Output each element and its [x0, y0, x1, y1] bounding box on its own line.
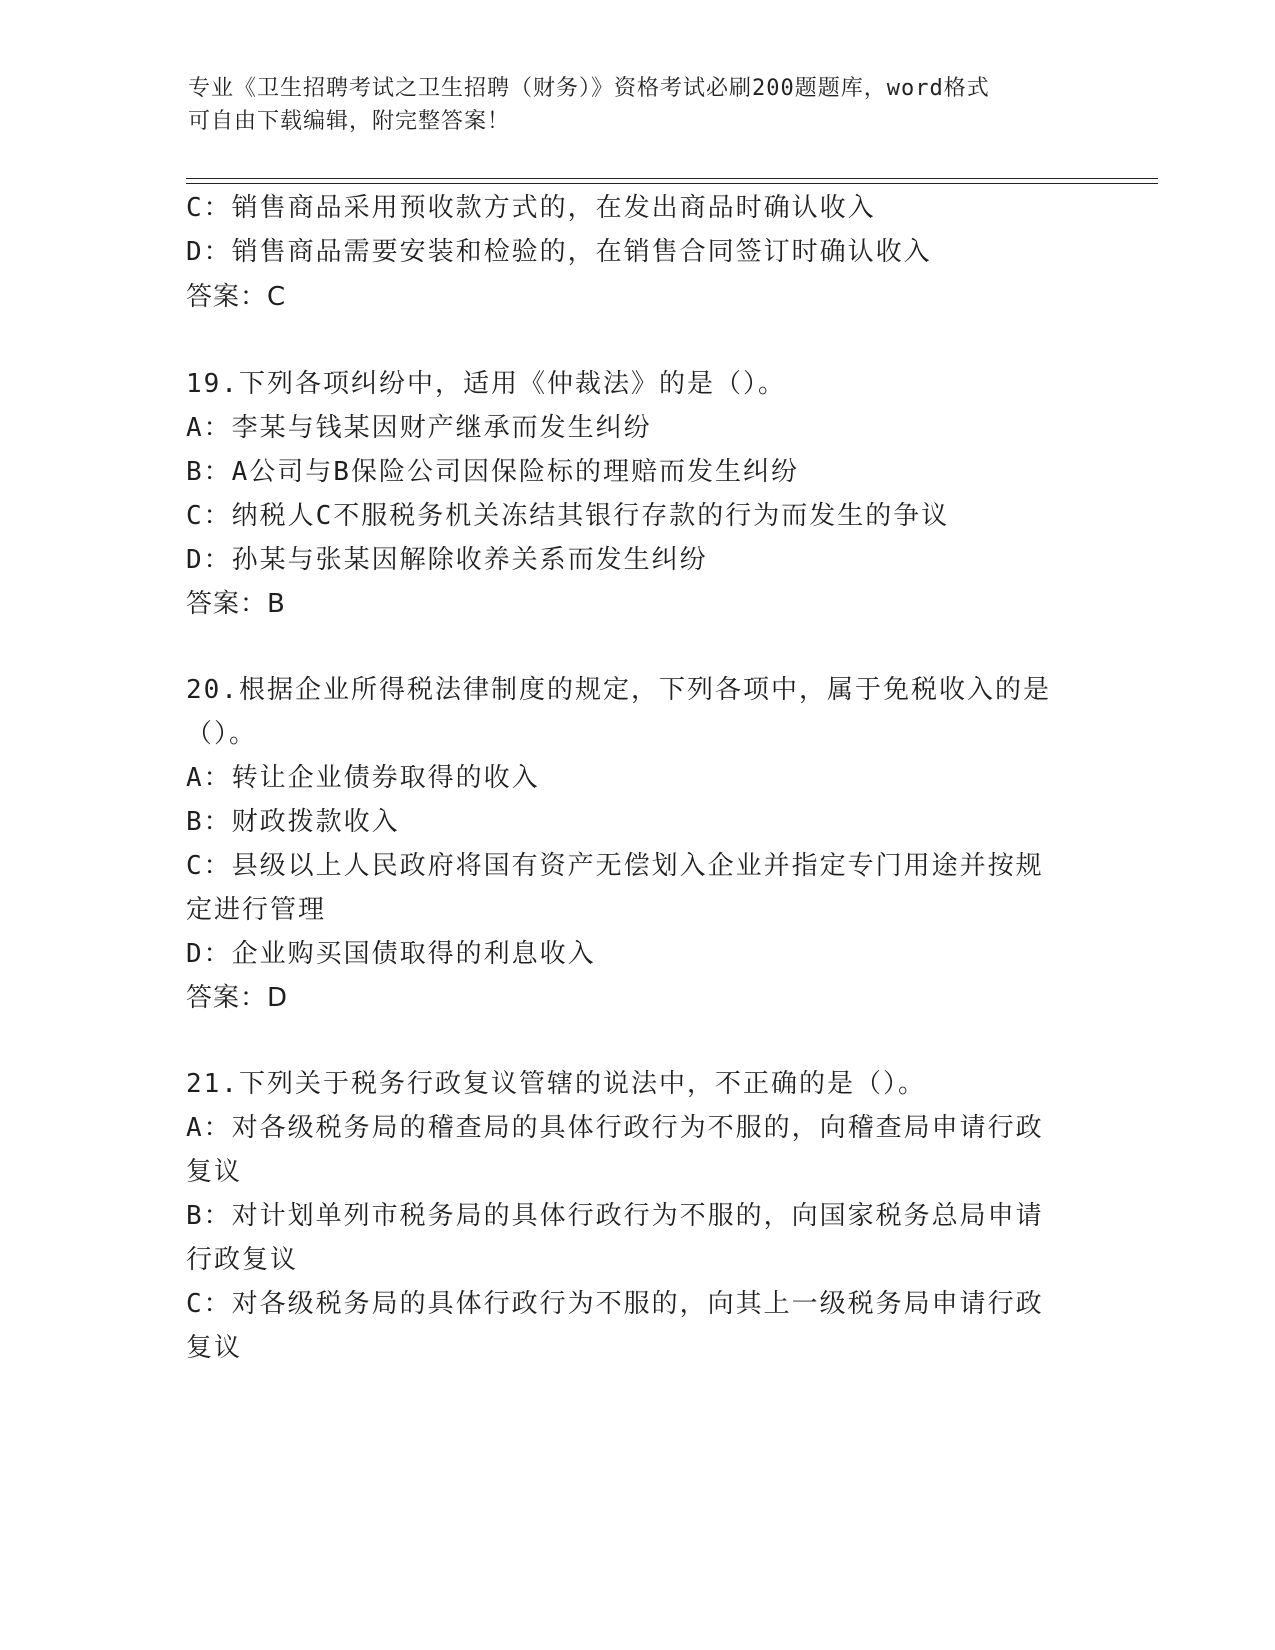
q21-stem: 21.下列关于税务行政复议管辖的说法中，不正确的是（）。 — [186, 1069, 926, 1099]
document-header — [188, 72, 1088, 138]
header-divider-top — [186, 178, 1158, 179]
q20-option-c-line-1: C：县级以上人民政府将国有资产无偿划入企业并指定专门用途并按规 — [186, 851, 1044, 881]
q18-answer: 答案：C — [186, 282, 287, 312]
q20-option-c-line-2: 定进行管理 — [186, 895, 327, 925]
q21-option-c-line-1: C：对各级税务局的具体行政行为不服的，向其上一级税务局申请行政 — [186, 1289, 1044, 1319]
header-title-line-2: 可自由下载编辑，附完整答案！ — [188, 109, 511, 134]
q20-answer: 答案：D — [186, 983, 289, 1013]
q19-option-c: C：纳税人C不服税务机关冻结其银行存款的行为而发生的争议 — [186, 501, 950, 531]
q19-option-a: A：李某与钱某因财产继承而发生纠纷 — [186, 413, 652, 443]
header-divider-bottom — [186, 183, 1158, 184]
q21-option-a-line-2: 复议 — [186, 1157, 243, 1187]
q21-option-b-line-2: 行政复议 — [186, 1245, 299, 1275]
q20-stem-line-2: （）。 — [186, 719, 258, 749]
q20-stem-line-1: 20.根据企业所得税法律制度的规定，下列各项中，属于免税收入的是 — [186, 675, 1051, 705]
q18-option-c: C：销售商品采用预收款方式的，在发出商品时确认收入 — [186, 193, 876, 223]
q19-option-d: D：孙某与张某因解除收养关系而发生纠纷 — [186, 545, 708, 575]
q20-option-a: A：转让企业债券取得的收入 — [186, 763, 540, 793]
q18-option-d: D：销售商品需要安装和检验的，在销售合同签订时确认收入 — [186, 237, 932, 267]
header-title-line-1: 专业《卫生招聘考试之卫生招聘（财务）》资格考试必刷200题题库，word格式 — [188, 76, 990, 101]
q19-stem: 19.下列各项纠纷中，适用《仲裁法》的是（）。 — [186, 369, 786, 399]
q21-option-a-line-1: A：对各级税务局的稽查局的具体行政行为不服的，向稽查局申请行政 — [186, 1113, 1044, 1143]
q21-option-c-line-2: 复议 — [186, 1333, 243, 1363]
q21-option-b-line-1: B：对计划单列市税务局的具体行政行为不服的，向国家税务总局申请 — [186, 1201, 1044, 1231]
q19-option-b: B：A公司与B保险公司因保险标的理赔而发生纠纷 — [186, 457, 799, 487]
q20-option-b: B：财政拨款收入 — [186, 807, 400, 837]
q20-option-d: D：企业购买国债取得的利息收入 — [186, 939, 596, 969]
q19-answer: 答案：B — [186, 589, 286, 619]
